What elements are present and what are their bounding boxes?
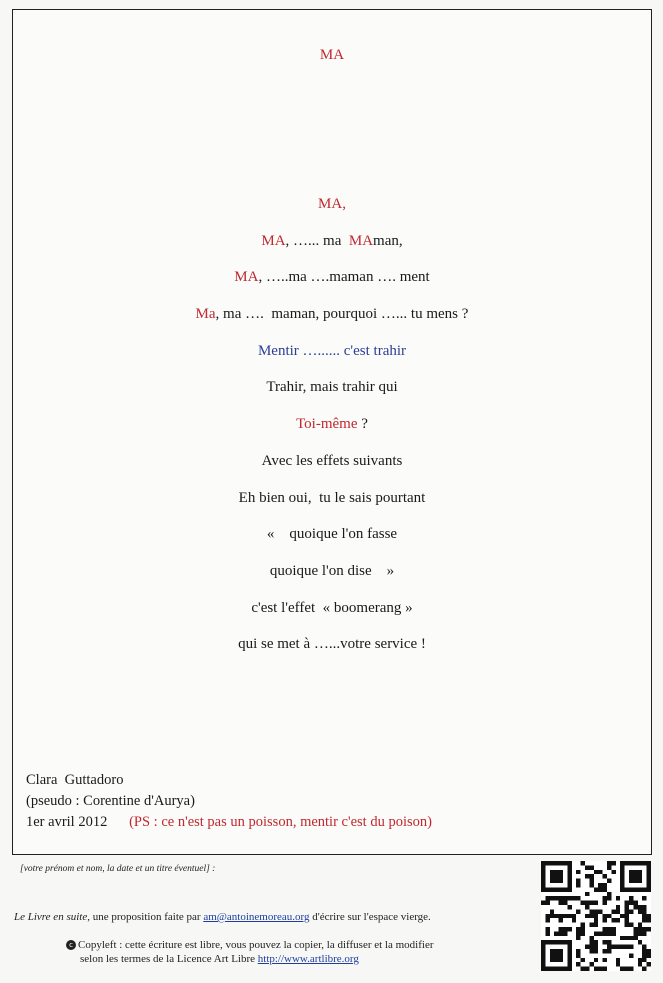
poem-line [13, 266, 651, 303]
poem-segment: , …..ma ….maman …. ment [258, 269, 430, 286]
poem-line [13, 230, 651, 267]
poem-frame [12, 9, 652, 855]
poem-segment: Mentir …...... c'est trahir [257, 342, 407, 359]
poem-segment: Toi-même [296, 416, 358, 433]
poem-date: 1er avril 2012 [26, 814, 108, 830]
postscript: (PS : ce n'est pas un poisson, mentir c'est du poison) [129, 814, 432, 830]
signature-block [26, 770, 432, 833]
poem-segment: man, [373, 232, 403, 249]
poem-line [13, 597, 651, 634]
poem-segment: MA [348, 232, 374, 249]
author-pseudo: (pseudo : Corentine d'Aurya) [26, 793, 195, 809]
poem-segment: quoique l'on dise » [269, 562, 395, 579]
poem-segment: qui se met à …...votre service ! [238, 636, 426, 653]
poem-segment: MA [234, 269, 259, 286]
poem-body [13, 193, 651, 670]
poem-segment: c'est l'effet « boomerang » [251, 599, 413, 616]
poem-segment: Avec les effets suivants [261, 452, 403, 469]
poem-segment: Ma [195, 306, 216, 323]
poem-line [13, 633, 651, 670]
title-hint: [votre prénom et nom, la date et un titre éventuel] : [20, 864, 216, 874]
poem-line [13, 193, 651, 230]
author-name: Clara Guttadoro [26, 772, 124, 788]
email-link[interactable]: am@antoinemoreau.org [203, 911, 310, 923]
poem-line [13, 376, 651, 413]
poem-segment: MA, [318, 196, 346, 212]
poem-line [13, 303, 651, 340]
poem-segment: « quoique l'on fasse [266, 526, 398, 543]
proposal-text: , une proposition faite par [87, 911, 204, 923]
copyleft-line-2: selon les termes de la Licence Art Libre [80, 953, 258, 965]
proposal-end: d'écrire sur l'espace vierge. [309, 911, 431, 923]
poem-segment: ? [357, 416, 368, 433]
copyleft-notice [66, 938, 434, 966]
poem-line [13, 523, 651, 560]
poem-title: MA [319, 47, 345, 63]
proposal-line [14, 911, 431, 923]
poem-line [13, 487, 651, 524]
poem-segment: , …... ma [285, 232, 349, 249]
copyleft-line-1: Copyleft : cette écriture est libre, vous pouvez la copier, la diffuser et la modifier [78, 939, 434, 951]
poem-segment: Trahir, mais trahir qui [266, 379, 398, 396]
copyleft-icon: c [66, 940, 76, 950]
license-link[interactable]: http://www.artlibre.org [257, 953, 359, 965]
poem-segment: Eh bien oui, tu le sais pourtant [238, 489, 426, 506]
book-title: Le Livre en suite [14, 911, 88, 923]
poem-segment: , ma …. maman, pourquoi …... tu mens ? [215, 306, 469, 323]
poem-line [13, 340, 651, 377]
poem-line [13, 450, 651, 487]
qr-code-icon [541, 861, 651, 971]
poem-line [13, 560, 651, 597]
poem-segment: MA [261, 232, 286, 249]
date-line [26, 812, 432, 833]
poem-line [13, 413, 651, 450]
